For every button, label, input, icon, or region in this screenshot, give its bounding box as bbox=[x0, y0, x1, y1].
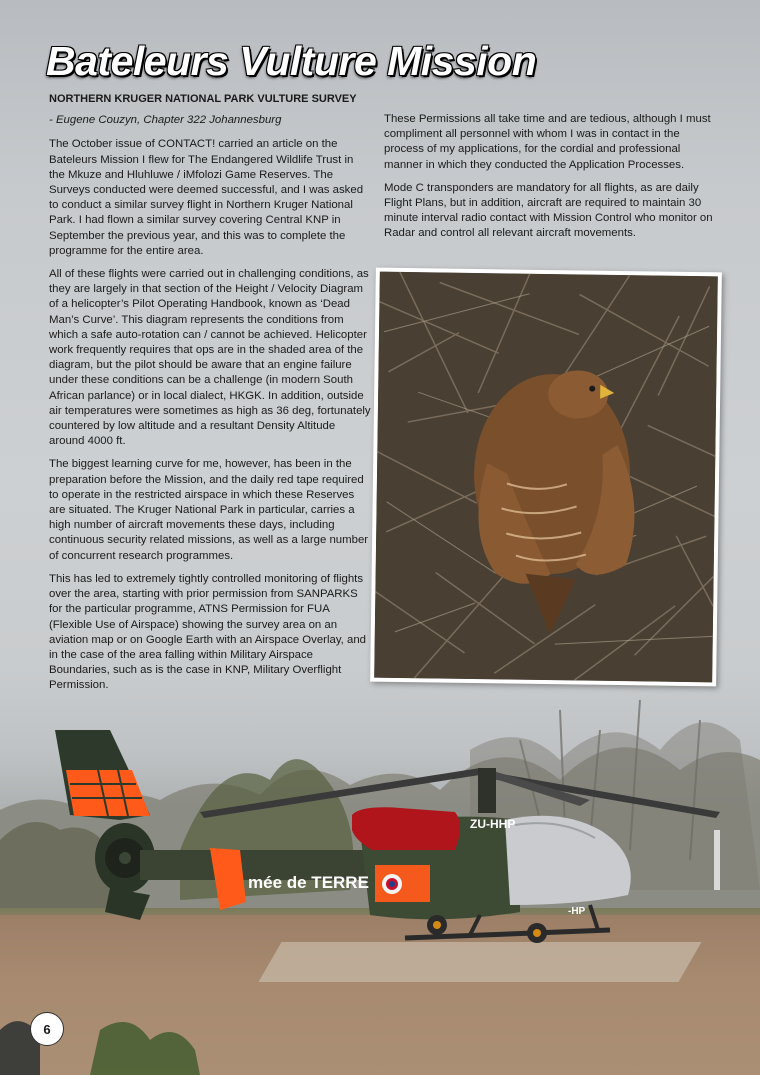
paragraph: The biggest learning curve for me, however, has been in the preparation before the Mission, and the daily red tape required to operate in the restricted airspace in which these Reserves are situated. The Kruger National Park in particular, carries a high number of aircraft movements these days, including continuous security related missions, as well as a large number of concurrent research programmes. bbox=[49, 458, 369, 562]
paragraph: These Permissions all take time and are tedious, although I must compliment all personnel with whom I was in contact in the process of my applications, for the cordial and professional manner in which they conducted the Application Processes. bbox=[384, 113, 711, 171]
helicopter-photo-background bbox=[0, 690, 760, 1075]
paragraph: The October issue of CONTACT! carried an article on the Bateleurs Mission I flew for The Endangered Wildlife Trust in the Mkuze and Hluhluwe / iMfolozi Game Reserves. The Surveys conducted were deemed successful, and I was asked to conduct a similar survey flight in Northern Kruger National Park. I had flown a similar survey covering Central KNP in September the previous year, and this was to complete the programme for the entire area. bbox=[49, 138, 364, 257]
eagle-on-nest-photo bbox=[374, 272, 718, 683]
page-number: 6 bbox=[30, 1012, 64, 1046]
gazelle-helicopter bbox=[0, 690, 760, 1075]
article-subheading: NORTHERN KRUGER NATIONAL PARK VULTURE SURVEY bbox=[49, 93, 357, 105]
paragraph: This has led to extremely tightly controlled monitoring of flights over the area, starting with prior permission from SANPARKS for the particular programme, ATNS Permission for FUA (Flexible Use of Airspace) showing the survey area on an aviation map or on Google Earth with an Airspace Overlay, and in the case of the area falling within Military Airspace Boundaries, such as is the case in KNP, Military Overflight Permission. bbox=[49, 572, 367, 692]
paragraph: Mode C transponders are mandatory for all flights, as are daily Flight Plans, but in addition, aircraft are required to maintain 30 minute interval radio contact with Mission Control who monitor on Radar and control all relevant aircraft movements. bbox=[384, 181, 713, 240]
fuselage-lettering: mée de TERRE bbox=[248, 873, 369, 892]
paragraph: All of these flights were carried out in challenging conditions, as they are largely in that section of the Height / Velocity Diagram of a helicopter’s Pilot Operating Handbook, known as ‘Dead Man’s Curve’. This diagram represents the conditions from which a safe auto-rotation can / cannot be achieved. Helicopter work frequently requires that ops are in the shaded area of the diagram, but the pilot should be aware that an engine failure under these conditions can be a challenge (in modern South African parlance) or in local dialect, HKGK. In addition, outside air temperatures were sometimes as high as 36 deg, fortunately countered by low altitude and a resultant Density Altitude around 4000 ft. bbox=[49, 268, 371, 448]
eagle-photo-frame bbox=[370, 268, 722, 687]
right-column bbox=[384, 112, 714, 250]
article-byline: - Eugene Couzyn, Chapter 322 Johannesburg bbox=[49, 114, 282, 127]
article-title: Bateleurs Vulture Mission bbox=[46, 38, 537, 84]
nose-lettering: -HP bbox=[568, 906, 586, 917]
registration-label: ZU-HHP bbox=[470, 817, 516, 831]
eagle-nest-image bbox=[374, 272, 718, 683]
left-column bbox=[49, 92, 371, 702]
